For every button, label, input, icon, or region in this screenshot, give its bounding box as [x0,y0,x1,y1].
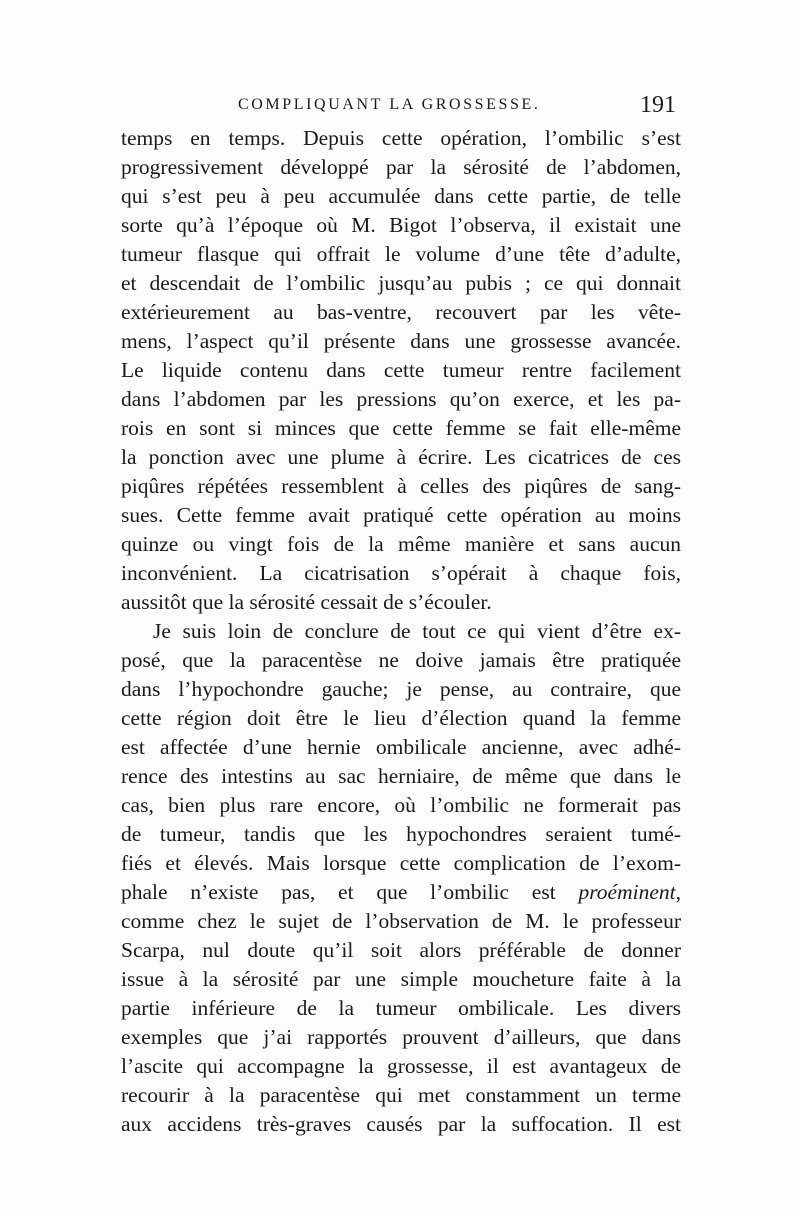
text-line: recourir à la paracentèse qui met constamment un terme [121,1083,681,1107]
page-number: 191 [640,92,676,118]
text-line: posé, que la paracentèse ne doive jamais être pratiquée [121,648,681,672]
text-line: aussitôt que la sérosité cessait de s’écouler. [121,590,492,614]
text-line: rence des intestins au sac herniaire, de même que dans le [121,764,681,788]
text-line: aux accidens très-graves causés par la suffocation. Il est [121,1112,681,1136]
text-line: comme chez le sujet de l’observation de M. le professeur [121,909,681,933]
text-line: sues. Cette femme avait pratiqué cette opération au moins [121,503,681,527]
text-line: sorte qu’à l’époque où M. Bigot l’observa, il existait une [121,213,681,237]
text-line: partie inférieure de la tumeur ombilicale. Les divers [121,996,681,1020]
text-line: et descendait de l’ombilic jusqu’au pubis ; ce qui donnait [121,271,681,295]
running-head [120,92,680,122]
text-line-with-italic [121,878,681,907]
body-text [121,124,681,1139]
text-line: issue à la sérosité par une simple moucheture faite à la [121,967,681,991]
text-line: Scarpa, nul doute qu’il soit alors préférable de donner [121,938,681,962]
text-line: quinze ou vingt fois de la même manière et sans aucun [121,532,681,556]
text-line-paragraph-start: Je suis loin de conclure de tout ce qui vient d’être ex- [153,619,681,643]
text-line: cette région doit être le lieu d’élection quand la femme [121,706,681,730]
text-line: cas, bien plus rare encore, où l’ombilic ne formerait pas [121,793,681,817]
text-line: exemples que j’ai rapportés prouvent d’ailleurs, que dans [121,1025,681,1049]
italic-word: proéminent [578,880,676,904]
running-title: COMPLIQUANT LA GROSSESSE. [238,96,541,113]
text-line: inconvénient. La cicatrisation s’opérait à chaque fois, [121,561,681,585]
text-line: tumeur flasque qui offrait le volume d’une tête d’adulte, [121,242,681,266]
text-line: rois en sont si minces que cette femme se fait elle-même [121,416,681,440]
text-line: temps en temps. Depuis cette opération, l’ombilic s’est [121,126,681,150]
text-line: de tumeur, tandis que les hypochondres seraient tumé- [121,822,681,846]
text-line: fiés et élevés. Mais lorsque cette complication de l’exom- [121,851,681,875]
text-line: est affectée d’une hernie ombilicale ancienne, avec adhé- [121,735,681,759]
text-line: piqûres répétées ressemblent à celles des piqûres de sang- [121,474,681,498]
text-line: mens, l’aspect qu’il présente dans une grossesse avancée. [121,329,681,353]
text-line: la ponction avec une plume à écrire. Les cicatrices de ces [121,445,681,469]
text-line: l’ascite qui accompagne la grossesse, il est avantageux de [121,1054,681,1078]
text-line: dans l’hypochondre gauche; je pense, au contraire, que [121,677,681,701]
text-line: extérieurement au bas-ventre, recouvert par les vête- [121,300,681,324]
text-line: Le liquide contenu dans cette tumeur rentre facilement [121,358,681,382]
text-segment: , [675,880,681,904]
text-segment: phale n’existe pas, et que l’ombilic est [121,880,556,904]
text-line: qui s’est peu à peu accumulée dans cette partie, de telle [121,184,681,208]
text-line: progressivement développé par la sérosité de l’abdomen, [121,155,681,179]
text-line: dans l’abdomen par les pressions qu’on exerce, et les pa- [121,387,681,411]
